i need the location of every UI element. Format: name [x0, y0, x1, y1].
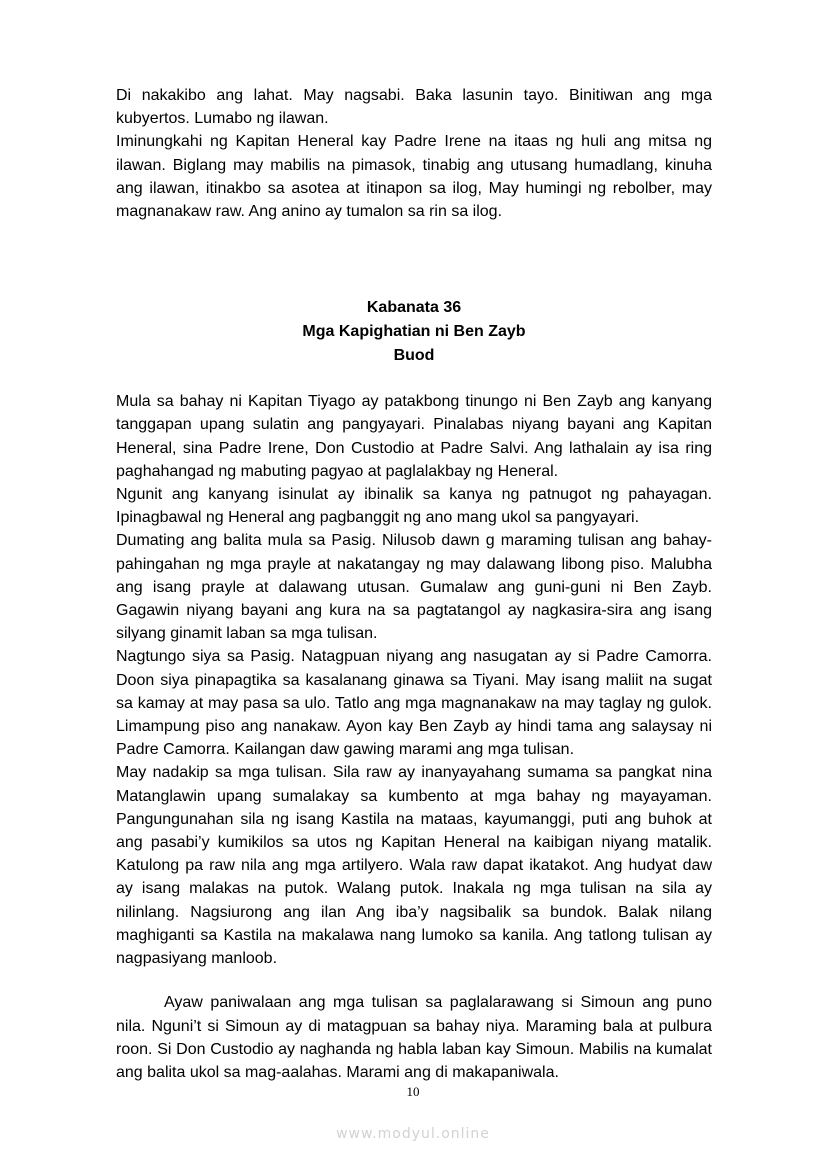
summary-paragraph-5: May nadakip sa mga tulisan. Sila raw ay inanyayahang sumama sa pangkat nina Matanglawin upang sumalakay sa kumbento at mga bahay ng mayayaman. Pangungunahan sila ng isang Kastila na mataas, kayumanggi, puti ang buhok at ang pasabi’y kumikilos sa utos ng Kapitan Heneral na kaibigan niyang matalik. Katulong pa raw nila ang mga artilyero. Wala raw dapat ikatakot. Ang hudyat daw ay isang malakas na putok. Walang putok. Inakala ng mga tulisan na sila ay nilinlang. Nagsiurong ang ilan Ang iba’y nagsibalik sa bundok. Balak nilang maghiganti sa Kastila na makalawa nang lumoko sa kanila. Ang tatlong tulisan ay nagpasiyang manloob. [116, 764, 712, 968]
document-page [116, 84, 712, 1084]
paragraph-spacer [116, 970, 712, 991]
heading-spacer [116, 368, 712, 390]
closing-paragraph: Ayaw paniwalaan ang mga tulisan sa paglalarawang si Simoun ang puno nila. Nguni’t si Simoun ay di matagpuan sa bahay niya. Maraming bala at pulbura roon. Si Don Custodio ay naghanda ng habla laban kay Simoun. Mabilis na kumalat ang balita ukol sa mag-aalahas. Marami ang di makapaniwala. [116, 994, 712, 1081]
intro-paragraph-2: Iminungkahi ng Kapitan Heneral kay Padre Irene na itaas ng huli ang mitsa ng ilawan. Biglang may mabilis na pimasok, tinabig ang utusang humadlang, kinuha ang ilawan, itinakbo sa asotea at itinapon sa ilog, May humingi ng rebolber, may magnanakaw raw. Ang anino ay tumalon sa rin sa ilog. [116, 133, 712, 221]
intro-paragraph-1: Di nakakibo ang lahat. May nagsabi. Baka lasunin tayo. Binitiwan ang mga kubyertos. Lumabo ng ilawan. [116, 87, 712, 128]
summary-paragraph-4: Nagtungo siya sa Pasig. Natagpuan niyang ang nasugatan ay si Padre Camorra. Doon siya pinapagtika sa kasalanang ginawa sa Tiyani. May isang maliit na sugat sa kamay at may pasa sa ulo. Tatlo ang mga magnanakaw na may taglay ng gulok. Limampung piso ang nanakaw. Ayon kay Ben Zayb ay hindi tama ang salaysay ni Padre Camorra. Kailangan daw gawing marami ang mga tulisan. [116, 648, 712, 759]
summary-paragraph-3: Dumating ang balita mula sa Pasig. Nilusob dawn g maraming tulisan ang bahay-pahingahan ng mga prayle at nakatangay ng may dalawang libong piso. Malubha ang isang prayle at dalawang utusan. Gumalaw ang guni-guni ni Ben Zayb. Gagawin niyang bayani ang kura na sa pagtatangol ay nagkasira-sira ang isang silyang ginamit laban sa mga tulisan. [116, 532, 712, 643]
page-number: 10 [406, 1084, 420, 1099]
chapter-number: Kabanata 36 [366, 299, 462, 317]
section-label: Buod [393, 347, 435, 365]
chapter-title: Mga Kapighatian ni Ben Zayb [302, 323, 526, 341]
section-spacer [116, 223, 712, 296]
watermark-text: www.modyul.online [336, 1126, 490, 1142]
summary-paragraph-1: Mula sa bahay ni Kapitan Tiyago ay patakbong tinungo ni Ben Zayb ang kanyang tanggapan upang sulatin ang pangyayari. Pinalabas niyang bayani ang Kapitan Heneral, sina Padre Irene, Don Custodio at Padre Salvi. Ang lathalain ay isa ring paghahangad ng mabuting pagyao at paglalakbay ng Heneral. [116, 393, 712, 480]
summary-paragraph-2: Ngunit ang kanyang isinulat ay ibinalik sa kanya ng patnugot ng pahayagan. Ipinagbawal ng Heneral ang pagbanggit ng ano mang ukol sa pangyayari. [116, 486, 712, 527]
